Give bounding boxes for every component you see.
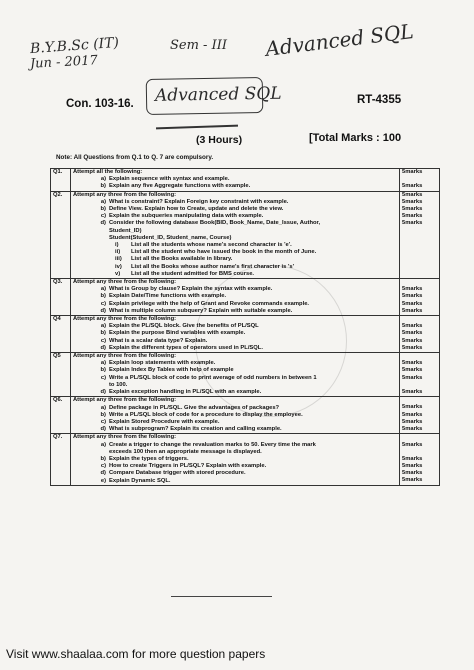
sub-question-label: c) [100,418,106,425]
marks-value [402,256,437,263]
question-marks-cell [400,353,440,397]
sub-question-label: c) [100,300,106,307]
sub-question-text: Attempt any three from the following: [73,191,177,198]
question-row [51,191,440,278]
question-line [73,463,397,470]
question-line [73,228,397,235]
sub-question-text: Explain loop statements with example. [109,360,216,367]
footer-text: Visit www.shaalaa.com for more question papers [6,647,266,661]
sub-question-text: List all the students whose name's second character is 'e'. [131,242,292,249]
marks-value [402,434,437,441]
sub-question-label: c) [100,337,106,344]
rt-code: RT-4355 [357,94,402,106]
marks-value: 5marks [402,337,423,344]
sub-question-text: List all the student admitted for BMS course. [131,270,255,277]
marks-value: 5marks [402,323,423,330]
sub-question-label: a) [100,198,106,205]
question-row [51,434,440,485]
handwritten-boxed-subject [146,77,282,115]
sub-question-label: a) [100,323,106,330]
question-row [51,397,440,434]
question-line [73,316,397,323]
marks-value: 5marks [402,293,423,300]
question-line [73,235,397,242]
question-line [73,293,397,300]
marks-value: 5marks [402,307,423,314]
question-text-cell [71,191,400,278]
sub-question-label: iv) [115,263,122,270]
question-line [73,242,397,249]
marks-value: 5marks [402,198,423,205]
marks-value: 5marks [402,404,423,411]
marks-value: 5marks [402,183,423,190]
question-text-cell [71,316,400,353]
question-line [73,220,397,227]
marks-value [402,449,437,456]
sub-question-label: d) [100,344,106,351]
sub-question-text: Explain Dynamic SQL. [109,477,171,484]
question-line [73,206,397,213]
question-line [73,345,397,352]
sub-question-text: Explain the purpose Bind variables with example. [109,330,246,337]
handwritten-underline [156,125,238,130]
sub-question-text: Attempt any three from the following: [73,279,177,286]
exam-duration: (3 Hours) [196,134,243,146]
questions-table [50,168,440,486]
question-line [73,419,397,426]
marks-value [402,397,437,404]
sub-question-text: Explain privilege with the help of Grant and Revoke commands example. [109,300,310,307]
question-line [73,338,397,345]
question-number: Q7. [51,434,71,485]
marks-value [402,228,437,235]
marks-value: 5marks [402,463,423,470]
sub-question-text: Consider the following database Book(BID, Book_Name, Date_Issue, Author, [109,220,321,227]
question-marks-cell [400,191,440,278]
marks-value: 5marks [402,344,423,351]
marks-value: 5marks [402,470,423,477]
marks-value [402,279,437,286]
sub-question-text: What is constraint? Explain Foreign key constraint with example. [109,198,289,205]
sub-question-text: Explain Date/Time functions with example. [109,293,227,300]
question-line [73,449,397,456]
question-line [73,199,397,206]
sub-question-text: Write a PL/SQL block of code to print average of odd numbers in between 1 [109,374,317,381]
question-line [73,367,397,374]
question-line [73,330,397,337]
paper-code: Con. 103-16. [66,98,134,110]
sub-question-text: What is subprogram? Explain its creation and calling example. [109,426,282,433]
marks-value: 5marks [402,455,423,462]
marks-value: 5marks [402,300,423,307]
question-line [73,375,397,382]
question-number: Q6. [51,397,71,434]
sub-question-label: a) [100,286,106,293]
sub-question-label: d) [100,307,106,314]
question-line [73,264,397,271]
sub-question-label: a) [100,176,106,183]
question-text-cell [71,434,400,485]
sub-question-text: List all the Books available in library. [131,256,233,263]
sub-question-label: c) [100,374,106,381]
marks-value [402,382,437,389]
marks-value [402,316,437,323]
total-marks: [Total Marks : 100 [309,132,402,144]
sub-question-text: What is multiple column subquery? Explain with suitable example. [109,307,293,314]
sub-question-label: b) [100,411,106,418]
marks-value [402,271,437,278]
sub-question-label: d) [100,220,106,227]
sub-question-label: b) [100,455,106,462]
question-line [73,308,397,315]
sub-question-label: a) [100,360,106,367]
handwritten-subject: Advanced SQL [264,19,415,61]
sub-question-text: Attempt any three from the following: [73,434,177,441]
sub-question-label: d) [100,426,106,433]
sub-question-label: a) [100,441,106,448]
sub-question-label: ii) [115,249,121,256]
question-line [73,382,397,389]
marks-value [402,235,437,242]
sub-question-text: Explain Index By Tables with help of example [109,367,234,374]
question-line [73,397,397,404]
sub-question-text: exceeds 100 then an appropriate message is displayed. [109,448,262,455]
sub-question-text: Attempt any three from the following: [73,316,177,323]
sub-question-text: Explain the subqueries manipulating data with example. [109,213,264,220]
marks-value [402,249,437,256]
question-line [73,405,397,412]
question-number: Q3. [51,279,71,316]
marks-value [402,176,437,183]
sub-question-label: i) [115,242,119,249]
marks-value: 5marks [402,389,423,396]
question-line [73,442,397,449]
handwritten-semester: Sem - III [170,38,227,53]
sub-question-text: List all the student who have issued the book in the month of June. [131,249,317,256]
marks-value: 5marks [402,418,423,425]
question-line [73,249,397,256]
boxed-subject-text: Advanced SQL [154,83,282,106]
sub-question-text: Explain any five Aggregate functions with example. [109,183,251,190]
question-row [51,353,440,397]
question-number: Q2. [51,191,71,278]
sub-question-label: a) [100,404,106,411]
marks-value: 5marks [402,191,423,198]
question-number: Q5 [51,353,71,397]
question-text-cell [71,279,400,316]
question-row [51,316,440,353]
sub-question-text: What is Group by clause? Explain the syntax with example. [109,286,273,293]
handwritten-course: B.Y.B.Sc (IT) [29,34,120,58]
sub-question-text: Write a PL/SQL block of code for a procedure to display the employee. [109,411,303,418]
question-line [73,256,397,263]
marks-value: 5marks [402,411,423,418]
question-row [51,279,440,316]
question-line [73,301,397,308]
sub-question-text: Compare Database trigger with stored procedure. [109,470,246,477]
sub-question-text: What is a scalar data type? Explain. [109,337,208,344]
question-row [51,169,440,192]
marks-value: 5marks [402,330,423,337]
question-line [73,323,397,330]
sub-question-text: Attempt any three from the following: [73,353,177,360]
sub-question-text: Define package in PL/SQL. Give the advantages of packages? [109,404,280,411]
sub-question-label: e) [100,477,106,484]
sub-question-text: Explain the PL/SQL block. Give the benefits of PL/SQL [109,323,259,330]
question-line [73,279,397,286]
sub-question-text: Student_ID) [109,227,142,234]
marks-value: 5marks [402,477,423,484]
question-line [73,213,397,220]
question-marks-cell [400,169,440,192]
question-marks-cell [400,434,440,485]
question-text-cell [71,353,400,397]
question-line [73,434,397,441]
marks-value: 5marks [402,169,423,175]
sub-question-label: b) [100,293,106,300]
sub-question-text: Define View. Explain how to Create, update and delete the view. [109,206,284,213]
sub-question-label: v) [115,270,121,277]
question-line [73,271,397,278]
question-line [73,470,397,477]
question-number: Q4 [51,316,71,353]
sub-question-label: c) [100,213,106,220]
sub-question-text: to 100. [109,381,128,388]
sub-question-label: b) [100,330,106,337]
question-line [73,426,397,433]
sub-question-text: Attempt all the following: [73,169,143,175]
question-text-cell [71,169,400,192]
question-line [73,412,397,419]
marks-value: 5marks [402,205,423,212]
question-line [73,478,397,485]
question-line [73,389,397,396]
sub-question-text: Explain sequence with syntax and example. [109,176,230,183]
sub-question-text: Create a trigger to change the revaluation marks to 50. Every time the mark [109,441,316,448]
question-marks-cell [400,397,440,434]
question-marks-cell [400,279,440,316]
sub-question-text: List all the Books whose author name's first character is 's' [131,263,294,270]
marks-value: 5marks [402,213,423,220]
marks-value: 5marks [402,286,423,293]
questions-body [51,169,440,486]
sub-question-label: d) [100,470,106,477]
sub-question-text: Student(Student_ID, Student_name, Course) [109,234,232,241]
question-line [73,353,397,360]
sub-question-text: Explain the types of triggers. [109,455,189,462]
end-of-paper-line [171,596,272,597]
question-text-cell [71,397,400,434]
question-number: Q1. [51,169,71,192]
marks-value: 5marks [402,360,423,367]
sub-question-label: iii) [115,256,122,263]
sub-question-label: b) [100,183,106,190]
sub-question-label: c) [100,463,106,470]
marks-value [402,353,437,360]
sub-question-text: Attempt any three from the following: [73,397,177,404]
marks-value: 5marks [402,426,423,433]
question-marks-cell [400,316,440,353]
sub-question-text: Explain Stored Procedure with example. [109,418,220,425]
sub-question-text: Explain the different types of operators used in PL/SQL. [109,344,263,351]
question-line [73,183,397,190]
sub-question-label: b) [100,206,106,213]
sub-question-label: d) [100,389,106,396]
question-line [73,169,397,176]
sub-question-text: How to create Triggers in PL/SQL? Explain with example. [109,463,267,470]
question-line [73,360,397,367]
marks-value: 5marks [402,441,423,448]
marks-value: 5marks [402,220,423,227]
question-line [73,456,397,463]
question-line [73,286,397,293]
marks-value: 5marks [402,367,423,374]
instructions-note: Note: All Questions from Q.1 to Q. 7 are compulsory. [56,154,214,161]
marks-value: 5marks [402,374,423,381]
question-line [73,192,397,199]
question-line [73,176,397,183]
marks-value [402,263,437,270]
handwritten-date: Jun - 2017 [29,53,99,72]
marks-value [402,242,437,249]
sub-question-label: b) [100,367,106,374]
sub-question-text: Explain exception handling in PL/SQL with an example. [109,389,262,396]
